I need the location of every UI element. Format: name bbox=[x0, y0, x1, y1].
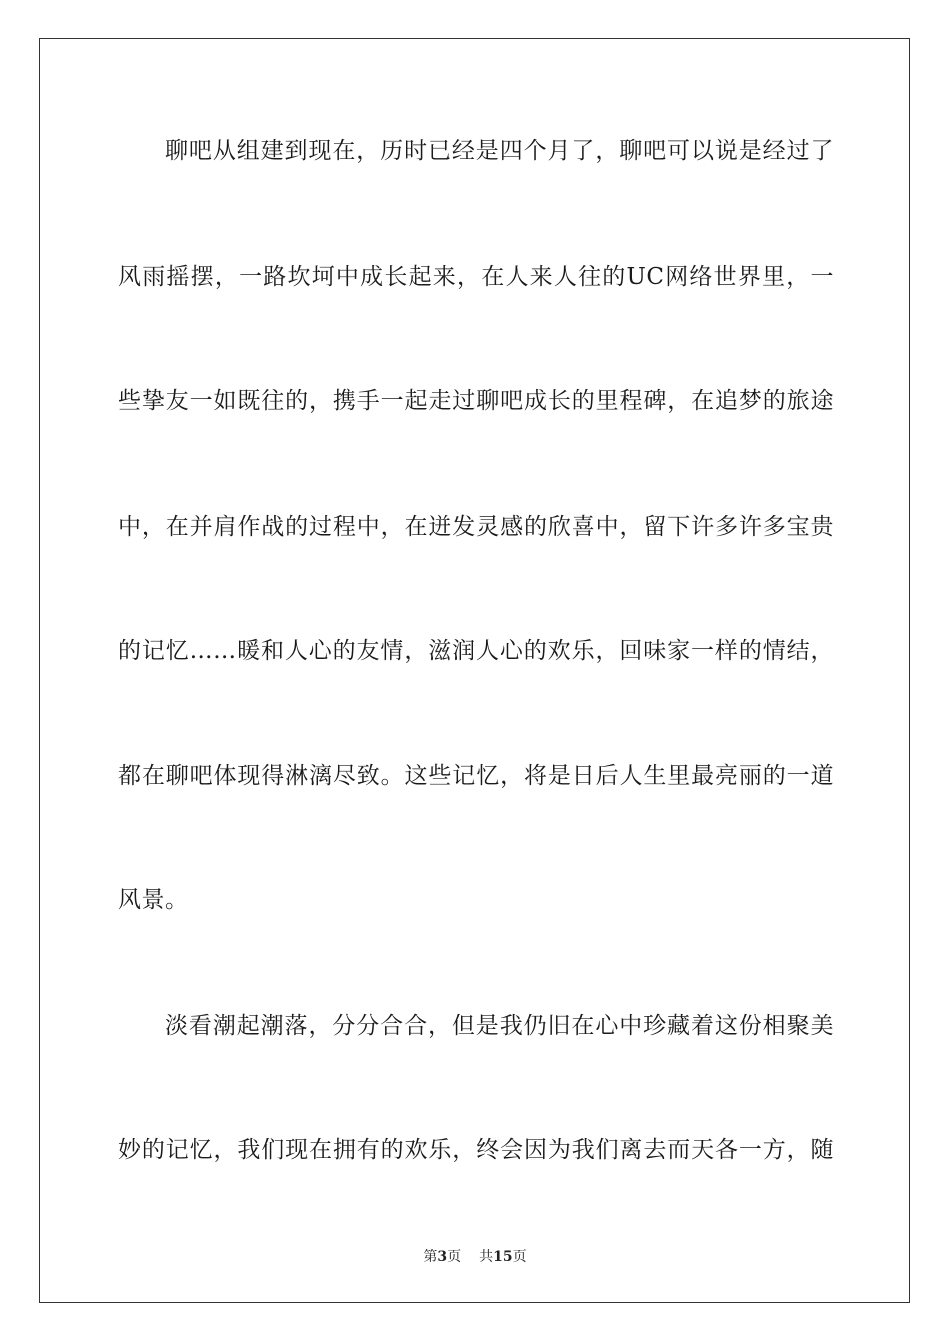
paragraph-1-line-4: 中，在并肩作战的过程中，在迸发灵感的欣喜中，留下许多许多宝贵 bbox=[118, 514, 834, 540]
footer-page-prefix: 第 bbox=[423, 1249, 438, 1265]
paragraph-1-line-2: 风雨摇摆，一路坎坷中成长起来，在人来人往的UC网络世界里，一 bbox=[118, 264, 834, 290]
paragraph-1-line-5: 的记忆……暖和人心的友情，滋润人心的欢乐，回味家一样的情结， bbox=[118, 638, 834, 664]
footer-page-unit: 页 bbox=[447, 1249, 462, 1265]
paragraph-1-line-1: 聊吧从组建到现在，历时已经是四个月了，聊吧可以说是经过了 bbox=[165, 138, 834, 164]
paragraph-2-line-1: 淡看潮起潮落，分分合合，但是我仍旧在心中珍藏着这份相聚美 bbox=[165, 1013, 834, 1039]
paragraph-1-line-6: 都在聊吧体现得淋漓尽致。这些记忆，将是日后人生里最亮丽的一道 bbox=[118, 763, 834, 789]
paragraph-1-line-7: 风景。 bbox=[118, 887, 189, 913]
footer-total-unit: 页 bbox=[512, 1249, 527, 1265]
page-border bbox=[39, 38, 910, 1303]
footer-page-total: 15 bbox=[493, 1249, 513, 1265]
footer-page-current: 3 bbox=[437, 1249, 448, 1265]
paragraph-2-line-2: 妙的记忆，我们现在拥有的欢乐，终会因为我们离去而天各一方，随 bbox=[118, 1137, 834, 1163]
paragraph-1-line-3: 些挚友一如既往的，携手一起走过聊吧成长的里程碑，在追梦的旅途 bbox=[118, 388, 834, 414]
footer-total-prefix: 共 bbox=[479, 1249, 494, 1265]
page-footer bbox=[0, 1248, 950, 1266]
